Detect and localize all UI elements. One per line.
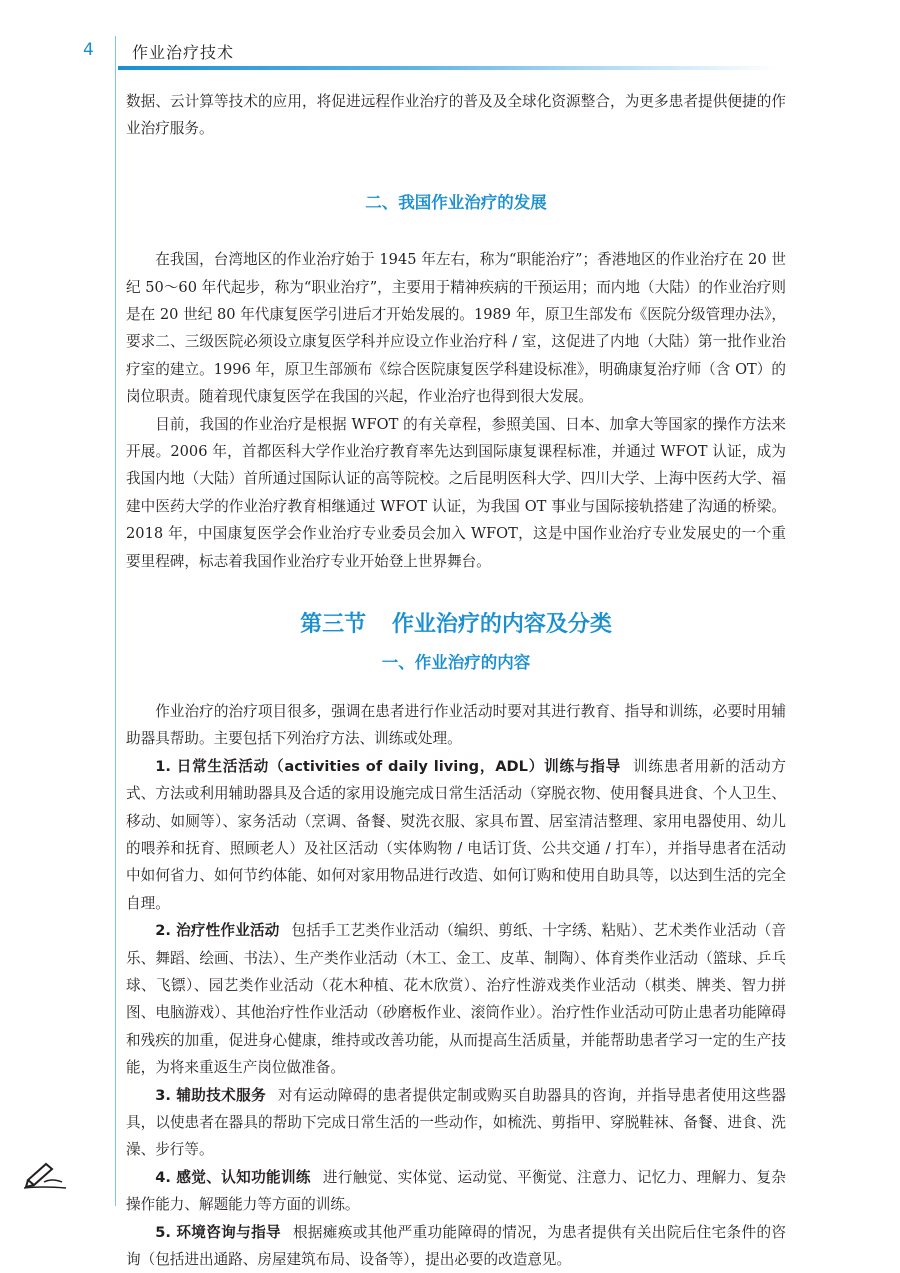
list-item (126, 1164, 786, 1219)
intro-continuation: 数据、云计算等技术的应用，将促进远程作业治疗的普及及全球化资源整合，为更多患者提供便捷的作业治疗服务。 (126, 93, 786, 138)
item-text: 对有运动障碍的患者提供定制或购买自助器具的咨询，并指导患者使用这些器具，以使患者在器具的帮助下完成日常生活的一些动作，如梳洗、剪指甲、穿脱鞋袜、备餐、进食、洗澡、步行等。 (126, 1086, 786, 1159)
item-title: 4. 感觉、认知功能训练 (155, 1168, 311, 1186)
page-body (126, 88, 786, 1273)
item-text: 训练患者用新的活动方式、方法或利用辅助器具及合适的家用设施完成日常生活活动（穿脱衣物、使用餐具进食、个人卫生、移动、如厕等）、家务活动（烹调、备餐、熨洗衣服、家具布置、居室清洁整理、家用电器使用、幼儿的喂养和抚育、照顾老人）及社区活动（实体购物 / 电话订货、公共交通 / 打车），并指导患者在活动中如何省力、如何节约体能、如何对家用物品进行改造、如何订购和使用自助具等，以达到生活的完全自理。 (126, 757, 786, 912)
paragraph: 在我国，台湾地区的作业治疗始于 1945 年左右，称为“职能治疗”；香港地区的作业治疗在 20 世纪 50～60 年代起步，称为“职业治疗”，主要用于精神疾病的干预运用；而内地（大陆）的作业治疗则是在 20 世纪 80 年代康复医学引进后才开始发展的。1989 年，原卫生部发布《医院分级管理办法》，要求二、三级医院必须设立康复医学科并应设立作业治疗科 / 室，这促进了内地（大陆）第一批作业治疗室的建立。1996 年，原卫生部颁布《综合医院康复医学科建设标准》，明确康复治疗师（含 OT）的岗位职责。随着现代康复医学在我国的兴起，作业治疗也得到很大发展。 (126, 251, 786, 406)
item-title: 3. 辅助技术服务 (155, 1086, 267, 1104)
item-title: 2. 治疗性作业活动 (155, 922, 280, 940)
item-text: 进行触觉、实体觉、运动觉、平衡觉、注意力、记忆力、理解力、复杂操作能力、解题能力等方面的训练。 (126, 1168, 786, 1214)
item-text: 包括手工艺类作业活动（编织、剪纸、十字绣、粘贴）、艺术类作业活动（音乐、舞蹈、绘画、书法）、生产类作业活动（木工、金工、皮革、制陶）、体育类作业活动（篮球、乒乓球、飞镖）、园艺类作业活动（花木种植、花木欣赏）、治疗性游戏类作业活动（棋类、牌类、智力拼图、电脑游戏）、其他治疗性作业活动（砂磨板作业、滚筒作业）。治疗性作业活动可防止患者功能障碍和残疾的加重，促进身心健康，维持或改善功能，从而提高生活质量，并能帮助患者学习一定的生产技能，为将来重返生产岗位做准备。 (126, 922, 787, 1077)
section-heading: 第三节 作业治疗的内容及分类 (300, 612, 612, 638)
list-item (126, 1219, 786, 1273)
header-rule (118, 66, 778, 70)
paragraph: 目前，我国的作业治疗是根据 WFOT 的有关章程，参照美国、日本、加拿大等国家的操作方法来开展。2006 年，首都医科大学作业治疗教育率先达到国际康复课程标准，并通过 WFOT 认证，成为我国内地（大陆）首所通过国际认证的高等院校。之后昆明医科大学、四川大学、上海中医药大学、福建中医药大学的作业治疗教育相继通过 WFOT 认证，为我国 OT 事业与国际接轨搭建了沟通的桥梁。2018 年，中国康复医学会作业治疗专业委员会加入 WFOT，这是中国作业治疗专业发展史的一个重要里程碑，标志着我国作业治疗专业开始登上世界舞台。 (126, 415, 786, 570)
page-number: 4 (83, 40, 94, 60)
subsection-heading: 一、作业治疗的内容 (381, 652, 531, 672)
list-item (126, 1082, 786, 1164)
margin-rule (115, 36, 116, 1206)
pen-icon (22, 1160, 68, 1190)
running-title: 作业治疗技术 (132, 43, 235, 62)
page-header (0, 0, 900, 70)
subsection-heading: 二、我国作业治疗的发展 (365, 192, 547, 212)
list-item (126, 753, 786, 917)
item-title: 5. 环境咨询与指导 (155, 1223, 281, 1241)
paragraph: 作业治疗的治疗项目很多，强调在患者进行作业活动时要对其进行教育、指导和训练，必要时用辅助器具帮助。主要包括下列治疗方法、训练或处理。 (126, 702, 786, 748)
item-title: 1. 日常生活活动（activities of daily living，ADL）训练与指导 (155, 757, 621, 775)
item-text: 根据瘫痪或其他严重功能障碍的情况，为患者提供有关出院后住宅条件的咨询（包括进出通路、房屋建筑布局、设备等），提出必要的改造意见。 (126, 1223, 786, 1269)
list-item (126, 917, 786, 1081)
